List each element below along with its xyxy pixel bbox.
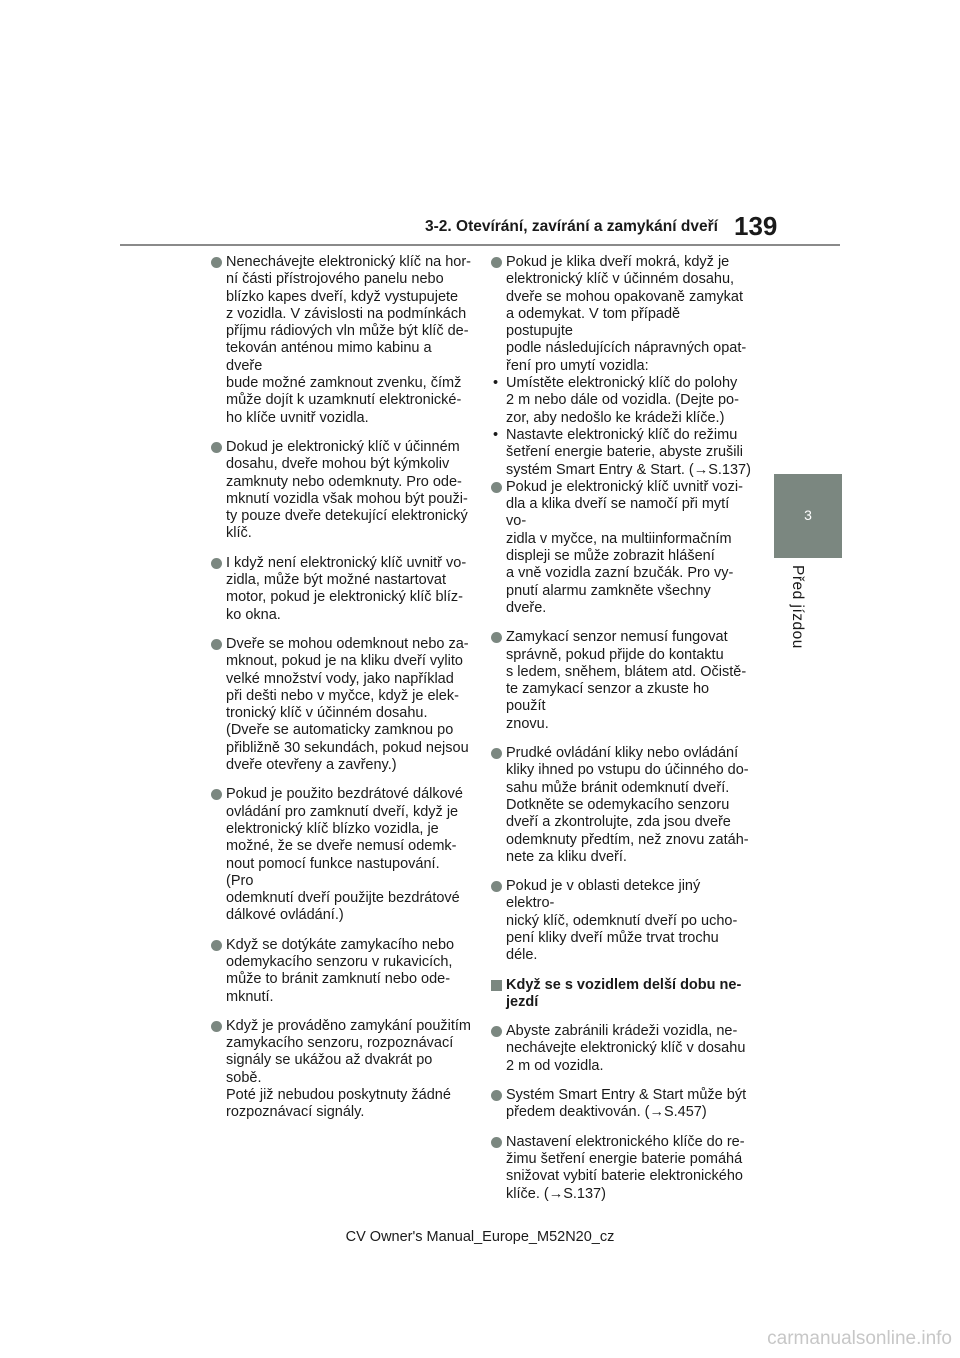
bullet-icon (491, 881, 502, 892)
item-text: I když není elektronický klíč uvnitř vo- zidla, může být možné nastartovat motor, pokud je elektronický klíč blíz- ko okna. (226, 554, 467, 623)
square-bullet-icon (491, 980, 502, 991)
page-number: 139 (734, 211, 778, 241)
list-item (491, 1087, 751, 1122)
list-item (491, 254, 751, 375)
list-item (211, 636, 471, 774)
sub-list-item (491, 427, 751, 479)
bullet-icon (491, 1137, 502, 1148)
bullet-icon (491, 1026, 502, 1037)
item-text: Prudké ovládání kliky nebo ovládání kliky ihned po vstupu do účinného do- sahu může bránit odemknutí dveří. Dotkněte se odemykacího senzoru dveří a zkontrolujte, zda jsou dveře odemknuty předtím, než znovu zatáh- nete za kliku dveří. (506, 745, 749, 865)
section-heading (491, 977, 751, 1012)
sub-list-item (491, 375, 751, 427)
watermark: carmanualsonline.info (767, 1328, 952, 1349)
sub-item-text: Umístěte elektronický klíč do polohy 2 m nebo dále od vozidla. (Dejte po- zor, aby nedošlo ke krádeži klíče.) (506, 375, 739, 426)
sub-bullet-icon: • (493, 375, 499, 392)
header-divider (120, 244, 840, 246)
item-text: Nenechávejte elektronický klíč na hor- ní části přístrojového panelu nebo blízko kapes dveří, když vystupujete z vozidla. V závislosti na podmínkách příjmu rádiových vln může být klíč de- tekován anténou mimo kabinu a dveře bude možné zamknout zvenku, čímž může dojít k uzamknutí elektronické- ho klíče uvnitř vozidla. (226, 254, 472, 426)
bullet-icon (211, 257, 222, 268)
section-heading-text: Když se s vozidlem delší dobu ne- jezdí (506, 976, 742, 1010)
bullet-icon (491, 748, 502, 759)
item-text: Nastavení elektronického klíče do re- žimu šetření energie baterie pomáhá snižovat vybití baterie elektronického klíče. (→S.137) (506, 1133, 745, 1202)
list-item (491, 479, 751, 617)
list-item (211, 254, 471, 427)
list-item (211, 439, 471, 543)
item-text: Pokud je elektronický klíč uvnitř vozi- dla a klika dveří se namočí při mytí vo- zidla v myčce, na multiinformačním displeji se může zobrazit hlášení a vně vozidla zazní bzučák. Pro vy- pnutí alarmu zamkněte všechny dveře. (506, 478, 743, 616)
list-item (491, 629, 751, 733)
chapter-number: 3 (804, 507, 812, 523)
list-item (491, 745, 751, 866)
chapter-tab (774, 474, 842, 558)
item-text: Pokud je klika dveří mokrá, když je elektronický klíč v účinném dosahu, dveře se mohou opakovaně zamykat a odemykat. V tom případě postupujte podle následujících nápravných opat- ření pro umytí vozidla: (506, 254, 747, 374)
section-title: 3-2. Otevírání, zavírání a zamykání dveří (425, 218, 718, 235)
bullet-icon (211, 639, 222, 650)
item-text: Pokud je v oblasti detekce jiný elektro- nický klíč, odemknutí dveří po ucho- pení kliky dveří může trvat trochu déle. (506, 878, 738, 964)
right-column (491, 254, 751, 1215)
left-column (211, 254, 471, 1134)
item-text: Když je prováděno zamykání použitím zamykacího senzoru, rozpoznávací signály se ukážou až dvakrát po sobě. Poté již nebudou poskytnuty žádné rozpoznávací signály. (226, 1017, 472, 1121)
bullet-icon (491, 632, 502, 643)
item-text: Když se dotýkáte zamykacího nebo odemykacího senzoru v rukavicích, může to bránit zamknutí nebo ode- mknutí. (226, 936, 455, 1005)
item-text: Pokud je použito bezdrátové dálkové ovládání pro zamknutí dveří, když je elektronický klíč blízko vozidla, je možné, že se dveře nemusí odemk- nout pomocí funkce nastupování. (Pro odemknutí dveří použijte bezdrátové dálkové ovládání.) (226, 786, 463, 924)
bullet-icon (211, 442, 222, 453)
item-text: Zamykací senzor nemusí fungovat správně, pokud přijde do kontaktu s ledem, sněhem, blátem atd. Očistě- te zamykací senzor a zkuste ho použít znovu. (506, 629, 747, 732)
list-item (211, 937, 471, 1006)
footer-text: CV Owner's Manual_Europe_M52N20_cz (345, 1229, 615, 1245)
item-text: Abyste zabránili krádeži vozidla, ne- nechávejte elektronický klíč v dosahu 2 m od vozidla. (506, 1023, 746, 1074)
bullet-icon (491, 482, 502, 493)
bullet-icon (211, 1021, 222, 1032)
item-text: Dveře se mohou odemknout nebo za- mknout, pokud je na kliku dveří vylito velké množství vody, jako například při dešti nebo v myčce, když je elek- tronický klíč v účinném dosahu. (Dveře se automaticky zamknou po přibližně 30 sekundách, pokud nejsou dveře otevřeny a zavřeny.) (226, 635, 469, 774)
sub-bullet-icon: • (493, 426, 499, 443)
bullet-icon (491, 257, 502, 268)
list-item (211, 555, 471, 624)
list-item (211, 786, 471, 924)
bullet-icon (211, 789, 222, 800)
bullet-icon (491, 1090, 502, 1101)
item-text: Systém Smart Entry & Start může být předem deaktivován. (→S.457) (506, 1087, 747, 1121)
item-text: Dokud je elektronický klíč v účinném dosahu, dveře mohou být kýmkoliv zamknuty nebo odemknuty. Pro ode- mknutí vozidla však mohou být použi- ty pouze dveře detekující elektronický klíč. (226, 438, 468, 542)
list-item (491, 1023, 751, 1075)
list-item (491, 878, 751, 964)
bullet-icon (211, 940, 222, 951)
sub-item-text: Nastavte elektronický klíč do režimu šetření energie baterie, abyste zrušili systém Smart Entry & Start. (→S.137) (506, 426, 751, 478)
chapter-title: Před jízdou (789, 565, 806, 649)
list-item (211, 1018, 471, 1122)
list-item (491, 1134, 751, 1203)
bullet-icon (211, 558, 222, 569)
